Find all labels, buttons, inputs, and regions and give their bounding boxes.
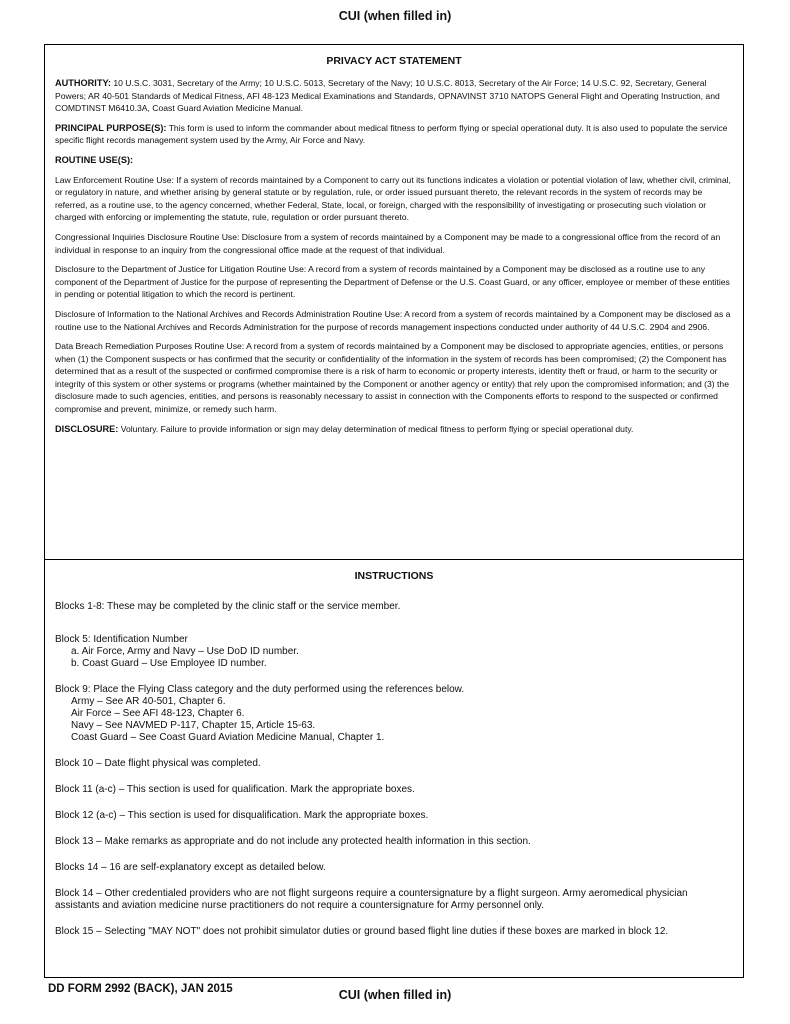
instruction-block-9 bbox=[55, 684, 733, 744]
authority-text: 10 U.S.C. 3031, Secretary of the Army; 10 U.S.C. 5013, Secretary of the Navy; 10 U.S.C. 8013, Secretary of the Air Force; 14 U.S.C. 92, Secretary, General Powers; AR 40-501 Standards of Medical Fitness, AFI 48-123 Medical Examinations and Standards, OPNAVINST 3710 NATOPS General Flight and Operating Instruction, and COMDTINST M6410.3A, Coast Guard Aviation Medicine Manual. bbox=[55, 78, 720, 114]
routine-use-law-enforcement: Law Enforcement Routine Use: If a system of records maintained by a Component to carry out its functions indicates a violation or potential violation of law, whether civil, criminal, or regulatory in nature, and whether arising by general statute or by regulation, rule, or order issued pursuant thereto, the relevant records in the system of records may be referred, as a routine use, to the agency concerned, whether Federal, State, local, or foreign, charged with the responsibility of investigating or prosecuting such violation or charged with enforcing or implementing the statute, rule, regulation or order pursuant thereto. bbox=[55, 174, 731, 223]
block-5-item: b. Coast Guard – Use Employee ID number. bbox=[71, 658, 267, 669]
routine-use-data-breach: Data Breach Remediation Purposes Routine Use: A record from a system of records maintained by a Component may be disclosed to appropriate agencies, entities, or persons when (1) the Component suspects or has confirmed that the security or confidentiality of the information in the system of records has been compromised; (2) the Component has determined that as a result of the suspected or confirmed compromise there is a risk of harm to economic or property interests, identity theft or fraud, or harm to the security or integrity of this system or other systems or programs (whether maintained by the Component or another agency or entity) that rely upon the compromised information; and (3) the disclosure made to such agencies, entities, and persons is reasonably necessary to assist in connection with the Components efforts to respond to the suspected or confirmed compromise and prevent, minimize, or remedy such harm. bbox=[55, 341, 729, 415]
instruction-block-10: Block 10 – Date flight physical was completed. bbox=[55, 758, 261, 769]
block-9-item: Coast Guard – See Coast Guard Aviation Medicine Manual, Chapter 1. bbox=[71, 732, 385, 743]
instruction-block-15: Block 15 – Selecting "MAY NOT" does not prohibit simulator duties or ground based flight line duties if these boxes are marked in block 12. bbox=[55, 926, 669, 937]
instruction-block-12: Block 12 (a-c) – This section is used for disqualification. Mark the appropriate boxes. bbox=[55, 810, 429, 821]
instruction-block-14: Block 14 – Other credentialed providers who are not flight surgeons require a countersignature by a flight surgeon. Army aeromedical physician assistants and aviation medicine nurse practitioners do not require a countersignature for Army personnel only. bbox=[55, 888, 688, 911]
routine-use-congressional: Congressional Inquiries Disclosure Routine Use: Disclosure from a system of records maintained by a Component may be made to a congressional office from the record of an individual in response to an inquiry from the congressional office made at the request of that individual. bbox=[55, 231, 721, 255]
form-identifier: DD FORM 2992 (BACK), JAN 2015 bbox=[48, 983, 233, 995]
cui-header: CUI (when filled in) bbox=[338, 9, 452, 23]
disclosure-paragraph bbox=[55, 423, 733, 436]
routine-use-archives: Disclosure of Information to the National Archives and Records Administration Routine Use: A record from a system of records maintained by a Component may be disclosed as a routine use to the National Archives and Records Administration for the purpose of records management inspections conducted under authority of 44 U.S.C. 2904 and 2906. bbox=[55, 308, 731, 332]
block-9-item: Air Force – See AFI 48-123, Chapter 6. bbox=[71, 708, 245, 719]
privacy-act-section bbox=[45, 45, 743, 560]
authority-paragraph bbox=[55, 77, 733, 115]
instruction-blocks-14-16: Blocks 14 – 16 are self-explanatory except as detailed below. bbox=[55, 862, 326, 873]
block-9-title: Block 9: Place the Flying Class category and the duty performed using the references below. bbox=[55, 684, 465, 695]
purpose-paragraph bbox=[55, 122, 733, 147]
instruction-block-11: Block 11 (a-c) – This section is used for qualification. Mark the appropriate boxes. bbox=[55, 784, 415, 795]
instruction-blocks-1-8: Blocks 1-8: These may be completed by the clinic staff or the service member. bbox=[55, 601, 401, 612]
routine-uses-label: ROUTINE USE(S): bbox=[55, 154, 134, 165]
instruction-block-13: Block 13 – Make remarks as appropriate and do not include any protected health information in this section. bbox=[55, 836, 531, 847]
routine-uses-heading bbox=[55, 154, 733, 167]
privacy-act-title: PRIVACY ACT STATEMENT bbox=[326, 55, 462, 67]
cui-footer: CUI (when filled in) bbox=[338, 988, 452, 1002]
instructions-title: INSTRUCTIONS bbox=[354, 570, 434, 582]
authority-label: AUTHORITY: bbox=[55, 78, 111, 88]
block-5-title: Block 5: Identification Number bbox=[55, 634, 188, 645]
routine-use-justice: Disclosure to the Department of Justice for Litigation Routine Use: A record from a system of records maintained by a Component may be disclosed as a routine use to any component of the Department of Justice for the purpose of representing the Department of Defense or the U.S. Coast Guard, or any officer, employee or member of these entities in pending or potential litigation to which the record is pertinent. bbox=[55, 264, 730, 300]
disclosure-label: DISCLOSURE: bbox=[55, 423, 119, 434]
instructions-section bbox=[45, 560, 743, 977]
form-box bbox=[44, 44, 744, 978]
block-5-item: a. Air Force, Army and Navy – Use DoD ID number. bbox=[71, 646, 299, 657]
disclosure-text: Voluntary. Failure to provide information or sign may delay determination of medical fitness to perform flying or special operational duty. bbox=[120, 423, 634, 434]
instruction-block-5 bbox=[55, 634, 733, 670]
block-9-item: Army – See AR 40-501, Chapter 6. bbox=[71, 696, 226, 707]
purpose-text: This form is used to inform the commander about medical fitness to perform flying or special operational duty. It is also used to populate the service specific flight records management system used by the Army, Air Force and Navy. bbox=[55, 122, 728, 146]
block-9-item: Navy – See NAVMED P-117, Chapter 15, Article 15-63. bbox=[71, 720, 316, 731]
purpose-label: PRINCIPAL PURPOSE(S): bbox=[55, 122, 167, 133]
